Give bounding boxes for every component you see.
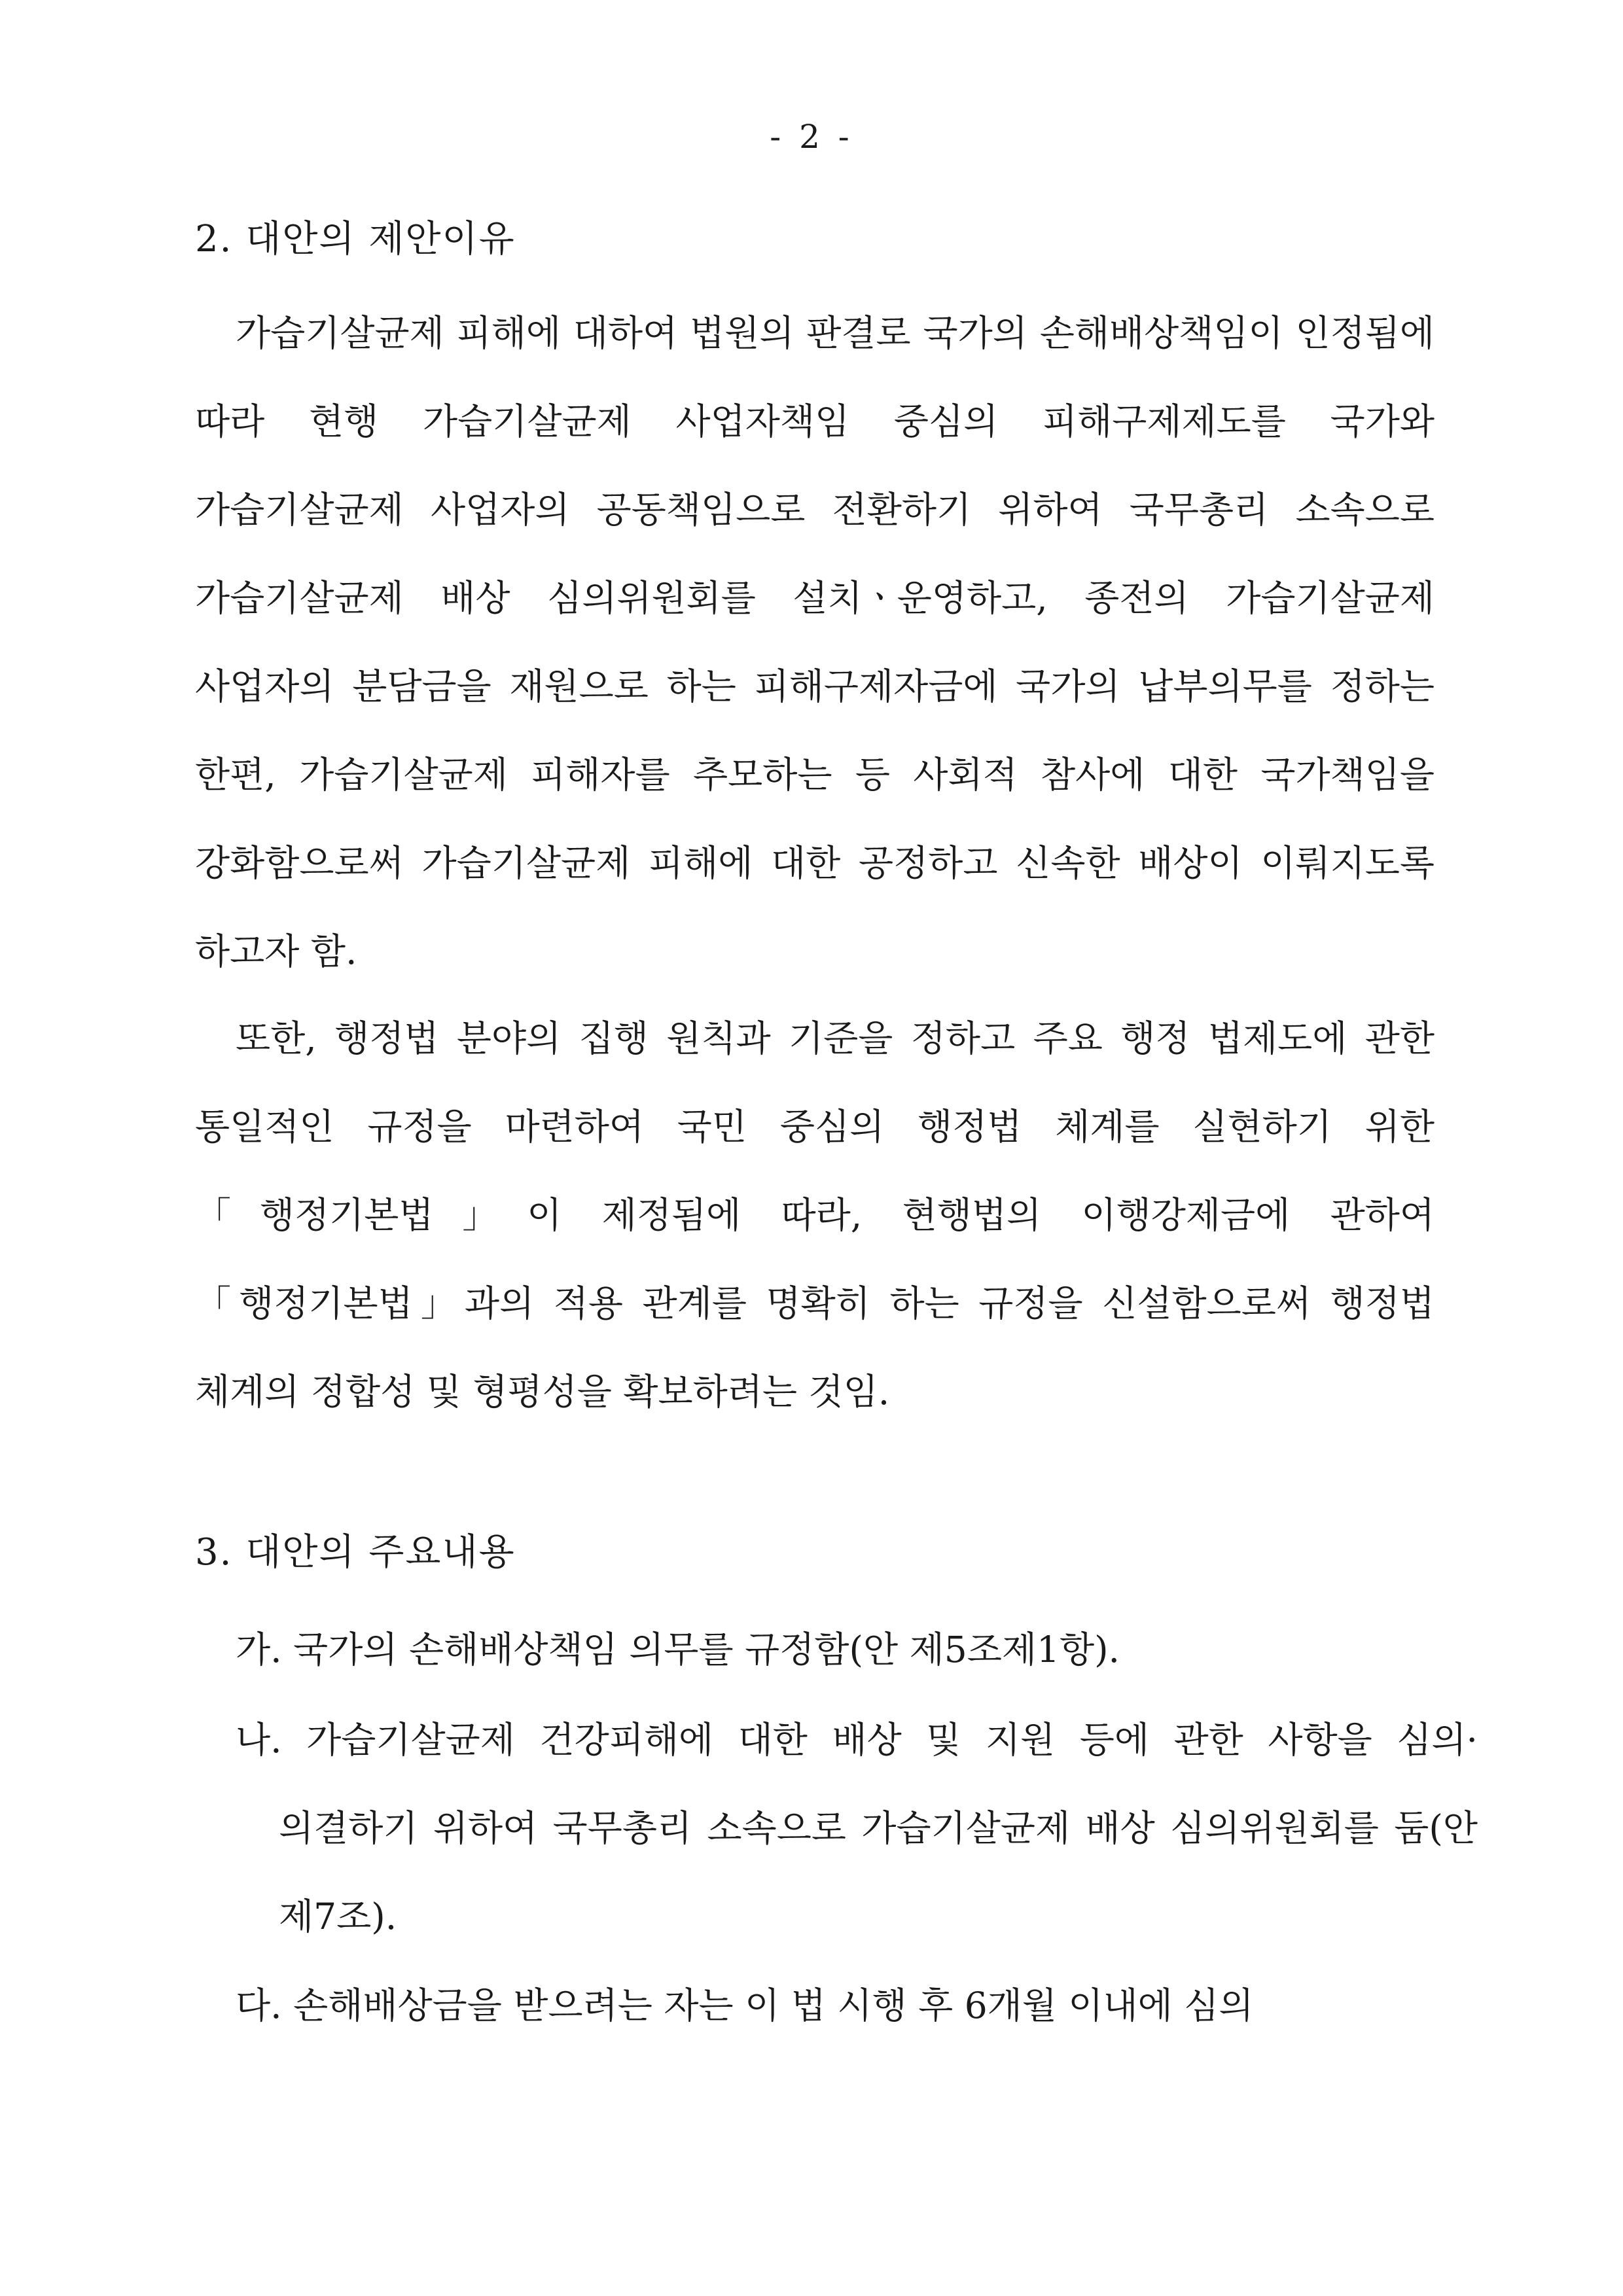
list-item-na: 나. 가습기살균제 건강피해에 대한 배상 및 지원 등에 관한 사항을 심의·의결하기 위하여 국무총리 소속으로 가습기살균제 배상 심의위원회를 둠(안 제7조). <box>236 1719 1478 1937</box>
paragraph-proposal-reason-2: 또한, 행정법 분야의 집행 원칙과 기준을 정하고 주요 행정 법제도에 관한 통일적인 규정을 마련하여 국민 중심의 행정법 체계를 실현하기 위한 「행정기본법」이 제정됨에 따라, 현행법의 이행강제금에 관하여 「행정기본법」과의 적용 관계를 명확히 하는 규정을 신설함으로써 행정법 체계의 정합성 및 형평성을 확보하려는 것임. <box>195 1017 1435 1413</box>
paragraph-proposal-reason-1: 가습기살균제 피해에 대하여 법원의 판결로 국가의 손해배상책임이 인정됨에 따라 현행 가습기살균제 사업자책임 중심의 피해구제제도를 국가와 가습기살균제 사업자의 공동책임으로 전환하기 위하여 국무총리 소속으로 가습기살균제 배상 심의위원회를 설치ㆍ운영하고, 종전의 가습기살균제 사업자의 분담금을 재원으로 하는 피해구제자금에 국가의 납부의무를 정하는 한편, 가습기살균제 피해자를 추모하는 등 사회적 참사에 대한 국가책임을 강화함으로써 가습기살균제 피해에 대한 공정하고 신속한 배상이 이뤄지도록 하고자 함. <box>195 312 1435 972</box>
section-heading-proposal-reason: 2. 대안의 제안이유 <box>195 218 516 260</box>
page-number: - 2 - <box>770 118 853 156</box>
section-heading-main-contents: 3. 대안의 주요내용 <box>195 1531 516 1574</box>
list-item-ga: 가. 국가의 손해배상책임 의무를 규정함(안 제5조제1항). <box>236 1629 1120 1670</box>
list-item-da: 다. 손해배상금을 받으려는 자는 이 법 시행 후 6개월 이내에 심의 <box>236 1985 1254 2026</box>
